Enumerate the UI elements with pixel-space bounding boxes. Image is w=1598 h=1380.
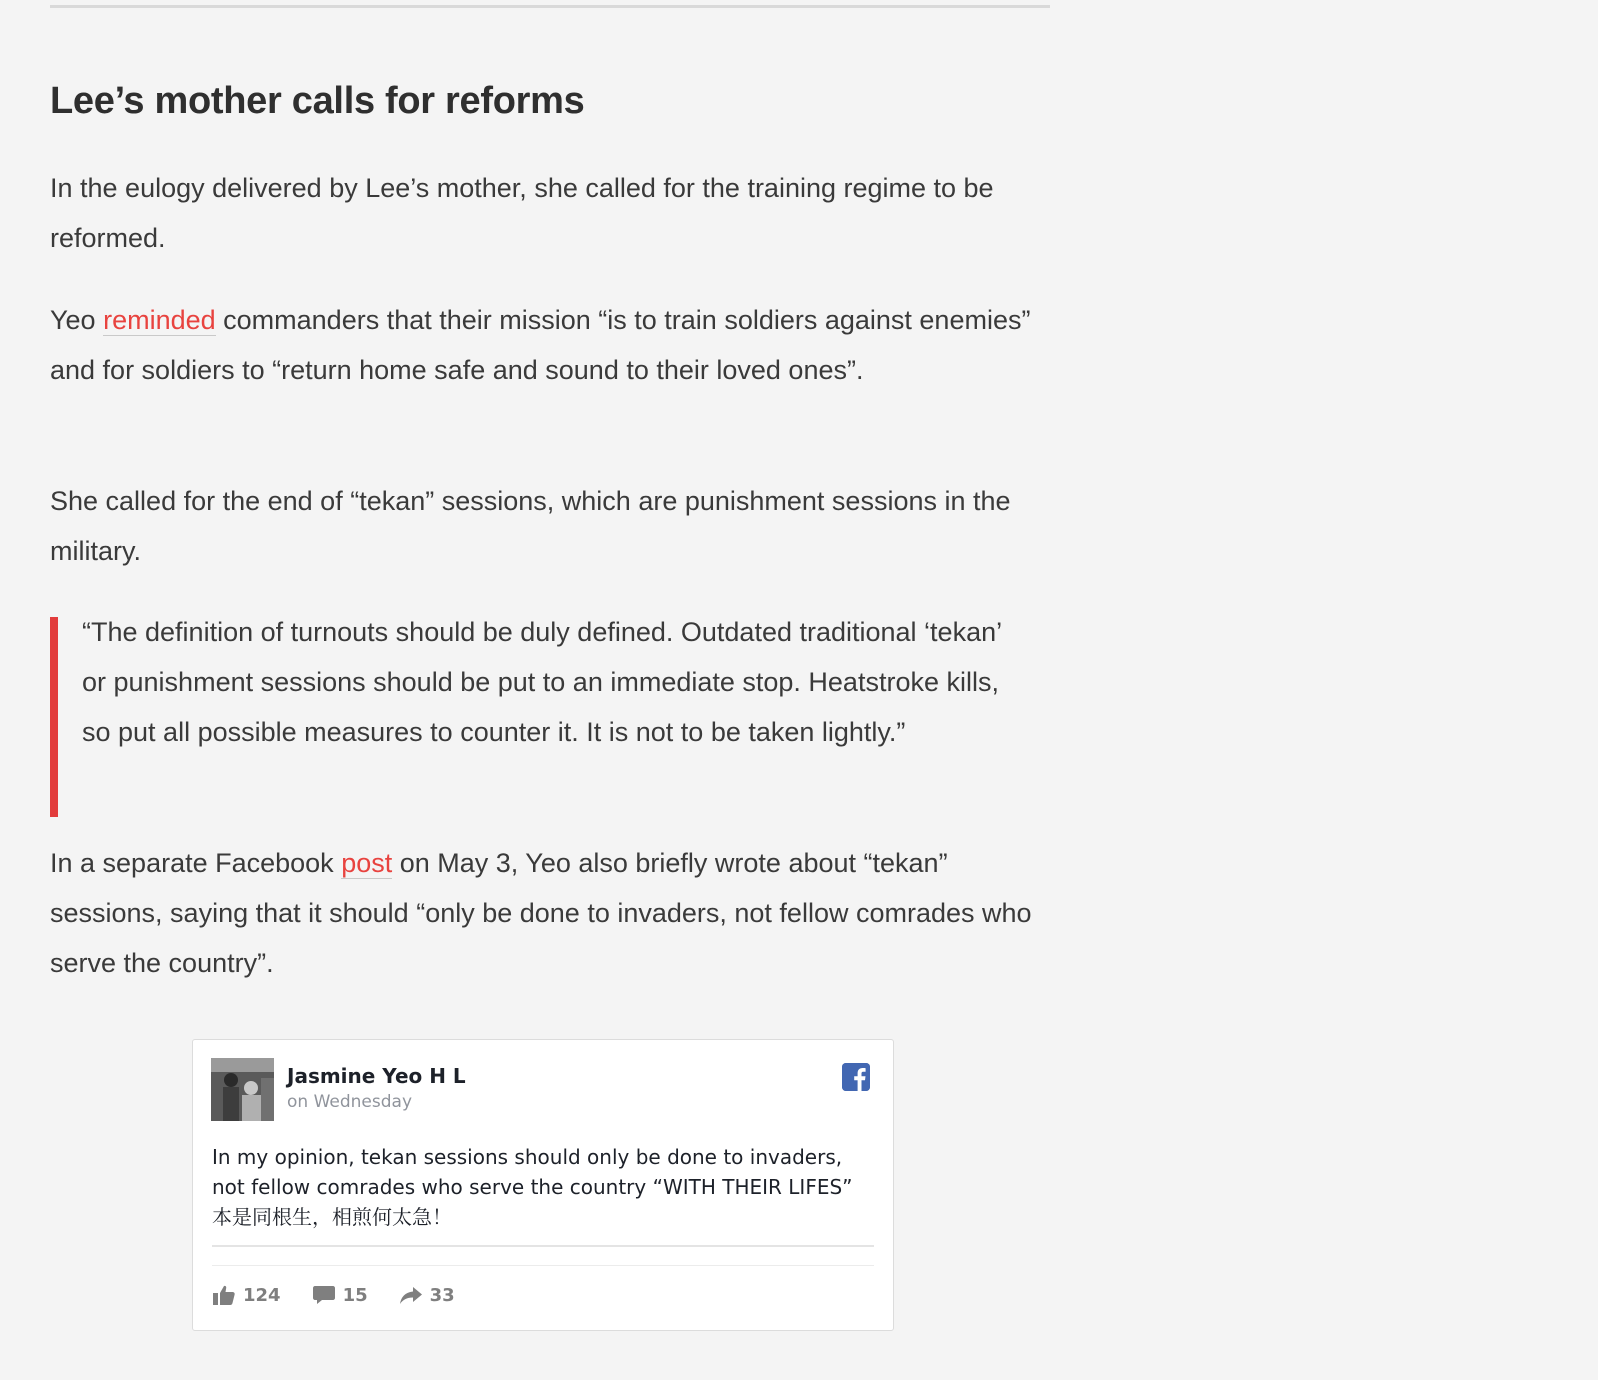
paragraph-tekan: She called for the end of “tekan” sessions, which are punishment sessions in the military. <box>50 486 1011 566</box>
paragraph-text: Yeo <box>50 305 104 335</box>
paragraph-reminded <box>50 295 1050 395</box>
paragraph-text: In a separate Facebook <box>50 848 342 878</box>
post-line: 本是同根生，相煎何太急！ <box>212 1205 452 1229</box>
share-count: 33 <box>429 1284 455 1306</box>
divider <box>50 5 1050 8</box>
facebook-icon[interactable] <box>842 1063 870 1091</box>
comment-count: 15 <box>342 1284 368 1306</box>
comment-bubble-icon <box>313 1285 335 1305</box>
like-count: 124 <box>243 1284 281 1306</box>
share-arrow-icon <box>400 1285 422 1305</box>
divider <box>212 1245 874 1247</box>
paragraph-eulogy: In the eulogy delivered by Lee’s mother, she called for the training regime to be reformed. <box>50 173 994 253</box>
paragraph-facebook-post <box>50 838 1050 988</box>
quote-text: “The definition of turnouts should be duly defined. Outdated traditional ‘tekan’ or punishment sessions should be put to an immediate stop. Heatstroke kills, so put all possible measures to counter it. It is not to be taken lightly.” <box>82 617 1002 747</box>
reminded-link[interactable]: reminded <box>103 305 216 335</box>
post-actions <box>213 1282 487 1308</box>
share-button[interactable] <box>400 1285 455 1306</box>
paragraph-text: on May 3, Yeo also briefly wrote about “tekan” sessions, saying that it should “only be done to invaders, not fellow comrades who serve the country”. <box>50 848 1032 978</box>
like-button[interactable] <box>213 1285 281 1306</box>
thumbs-up-icon <box>213 1285 235 1305</box>
post-line: not fellow comrades who serve the country “WITH THEIR LIFES” <box>212 1175 853 1199</box>
post-time[interactable]: on Wednesday <box>287 1092 413 1112</box>
comment-button[interactable] <box>313 1285 368 1306</box>
avatar[interactable] <box>211 1058 274 1121</box>
divider <box>212 1265 874 1266</box>
post-body <box>212 1142 872 1232</box>
section-heading: Lee’s mother calls for reforms <box>50 80 585 122</box>
blockquote <box>50 617 1050 817</box>
post-link[interactable]: post <box>341 848 393 878</box>
quote-bar <box>50 617 58 817</box>
paragraph-text: commanders that their mission “is to train soldiers against enemies” and for soldiers to “return home safe and sound to their loved ones”. <box>50 305 1031 385</box>
post-line: In my opinion, tekan sessions should only be done to invaders, <box>212 1145 843 1169</box>
post-author[interactable]: Jasmine Yeo H L <box>287 1064 466 1088</box>
facebook-post-embed[interactable] <box>192 1039 894 1331</box>
